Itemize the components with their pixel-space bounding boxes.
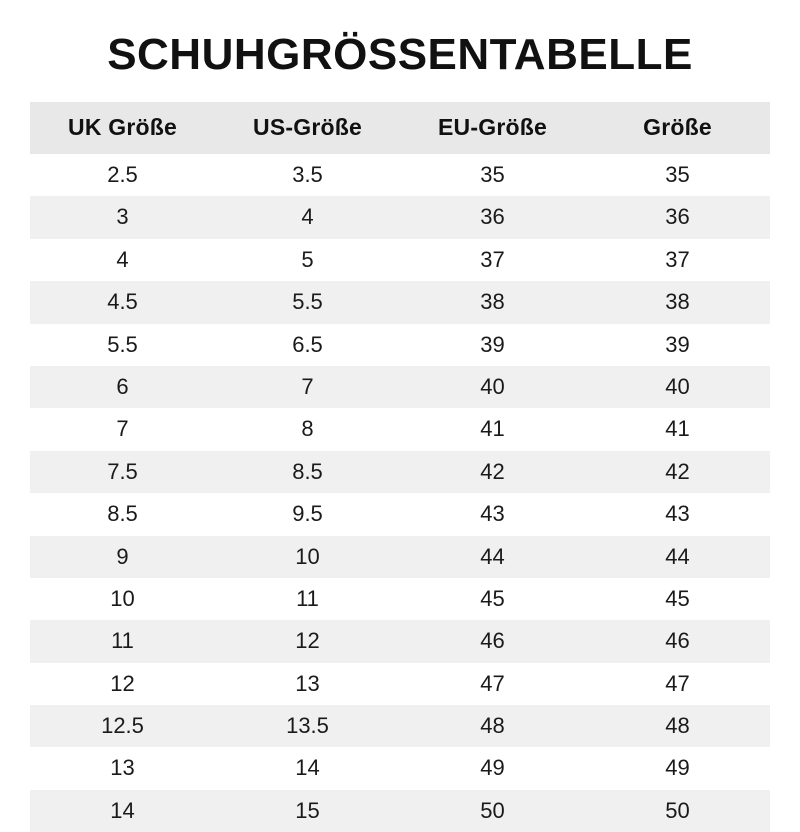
table-row [30, 408, 770, 450]
cell-size: 36 [585, 196, 770, 238]
size-table-container [30, 102, 770, 832]
table-row [30, 493, 770, 535]
cell-size: 44 [585, 536, 770, 578]
cell-uk: 7 [30, 408, 215, 450]
table-header-row [30, 102, 770, 154]
cell-us: 15 [215, 790, 400, 832]
cell-size: 48 [585, 705, 770, 747]
cell-uk: 8.5 [30, 493, 215, 535]
cell-size: 43 [585, 493, 770, 535]
cell-eu: 36 [400, 196, 585, 238]
cell-us: 11 [215, 578, 400, 620]
cell-uk: 9 [30, 536, 215, 578]
cell-us: 13.5 [215, 705, 400, 747]
cell-eu: 44 [400, 536, 585, 578]
cell-uk: 10 [30, 578, 215, 620]
cell-uk: 4.5 [30, 281, 215, 323]
column-header-us: US-Größe [215, 102, 400, 154]
table-row [30, 705, 770, 747]
table-row [30, 790, 770, 832]
shoe-size-table [30, 102, 770, 832]
cell-uk: 12.5 [30, 705, 215, 747]
cell-uk: 4 [30, 239, 215, 281]
table-body [30, 154, 770, 832]
cell-us: 6.5 [215, 324, 400, 366]
cell-eu: 49 [400, 747, 585, 789]
cell-size: 45 [585, 578, 770, 620]
cell-us: 5 [215, 239, 400, 281]
cell-eu: 50 [400, 790, 585, 832]
cell-eu: 39 [400, 324, 585, 366]
table-row [30, 578, 770, 620]
cell-us: 9.5 [215, 493, 400, 535]
cell-size: 49 [585, 747, 770, 789]
cell-size: 37 [585, 239, 770, 281]
table-row [30, 324, 770, 366]
table-row [30, 239, 770, 281]
cell-uk: 5.5 [30, 324, 215, 366]
cell-eu: 47 [400, 663, 585, 705]
column-header-size: Größe [585, 102, 770, 154]
table-row [30, 747, 770, 789]
cell-size: 46 [585, 620, 770, 662]
cell-size: 40 [585, 366, 770, 408]
cell-eu: 42 [400, 451, 585, 493]
cell-uk: 12 [30, 663, 215, 705]
table-row [30, 620, 770, 662]
table-row [30, 196, 770, 238]
cell-eu: 38 [400, 281, 585, 323]
cell-eu: 40 [400, 366, 585, 408]
cell-eu: 37 [400, 239, 585, 281]
cell-us: 13 [215, 663, 400, 705]
cell-us: 3.5 [215, 154, 400, 196]
table-row [30, 536, 770, 578]
cell-size: 41 [585, 408, 770, 450]
column-header-uk: UK Größe [30, 102, 215, 154]
cell-size: 42 [585, 451, 770, 493]
table-row [30, 154, 770, 196]
table-row [30, 366, 770, 408]
cell-us: 5.5 [215, 281, 400, 323]
cell-uk: 14 [30, 790, 215, 832]
cell-eu: 43 [400, 493, 585, 535]
page-title: SCHUHGRÖSSENTABELLE [107, 30, 693, 79]
cell-size: 38 [585, 281, 770, 323]
cell-eu: 46 [400, 620, 585, 662]
cell-eu: 35 [400, 154, 585, 196]
cell-uk: 13 [30, 747, 215, 789]
cell-uk: 7.5 [30, 451, 215, 493]
cell-eu: 48 [400, 705, 585, 747]
cell-uk: 2.5 [30, 154, 215, 196]
table-row [30, 663, 770, 705]
cell-us: 8 [215, 408, 400, 450]
table-row [30, 451, 770, 493]
cell-us: 4 [215, 196, 400, 238]
cell-us: 8.5 [215, 451, 400, 493]
cell-size: 39 [585, 324, 770, 366]
cell-size: 50 [585, 790, 770, 832]
cell-us: 14 [215, 747, 400, 789]
cell-uk: 3 [30, 196, 215, 238]
cell-eu: 45 [400, 578, 585, 620]
cell-size: 47 [585, 663, 770, 705]
table-row [30, 281, 770, 323]
table-header [30, 102, 770, 154]
cell-uk: 6 [30, 366, 215, 408]
cell-us: 7 [215, 366, 400, 408]
cell-size: 35 [585, 154, 770, 196]
cell-eu: 41 [400, 408, 585, 450]
cell-us: 12 [215, 620, 400, 662]
cell-uk: 11 [30, 620, 215, 662]
column-header-eu: EU-Größe [400, 102, 585, 154]
cell-us: 10 [215, 536, 400, 578]
